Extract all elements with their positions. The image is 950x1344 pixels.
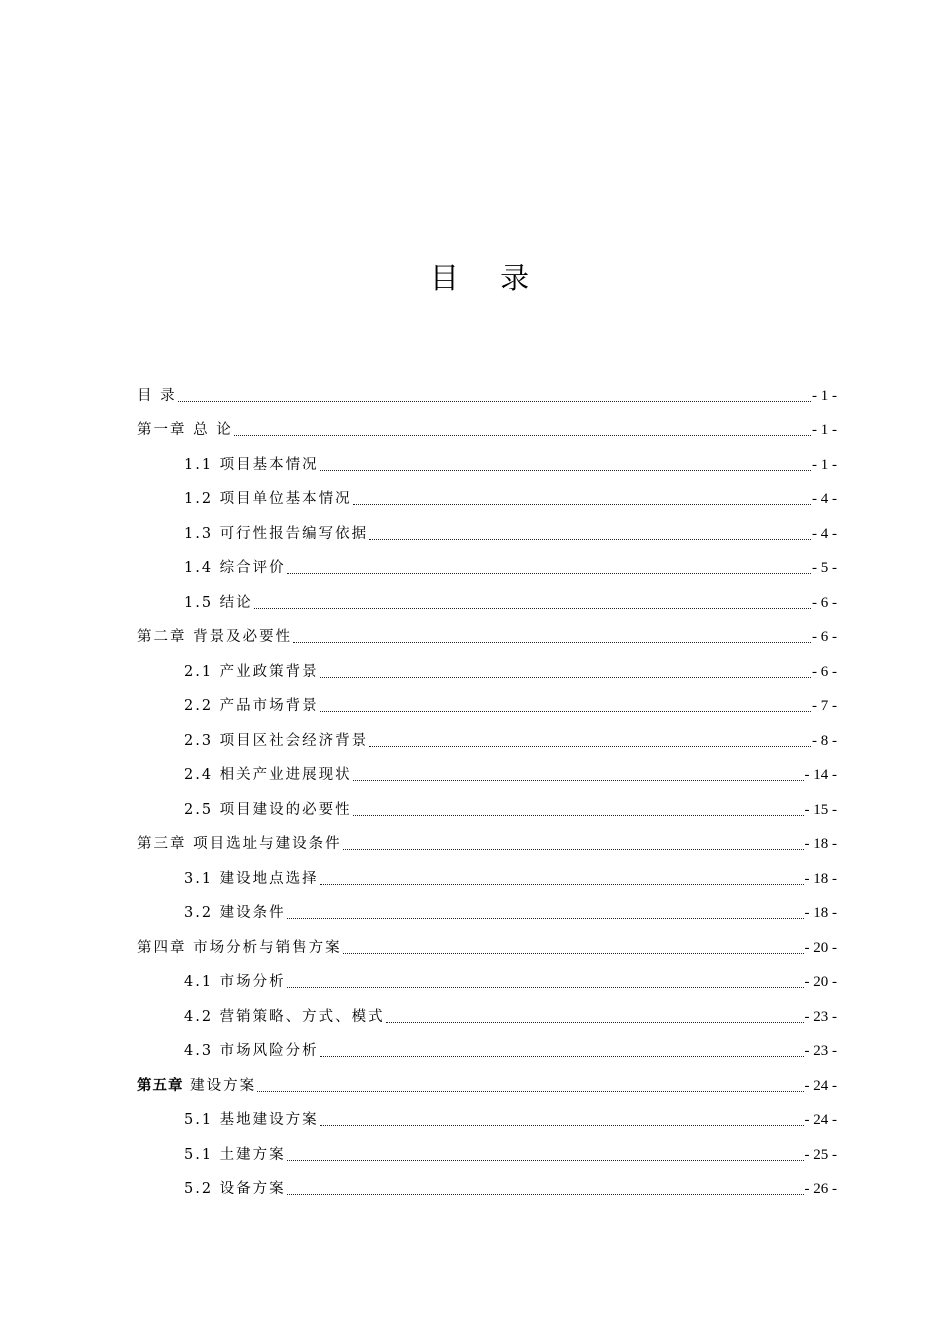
toc-page-number: - 4 - (812, 491, 837, 507)
toc-page-number: - 18 - (804, 905, 837, 921)
toc-dot-leader (254, 592, 811, 614)
toc-page-number: - 18 - (804, 870, 837, 887)
toc-entry[interactable] (137, 993, 837, 1028)
toc-page-number: - 1 - (812, 456, 837, 473)
toc-page-number: - 20 - (804, 974, 837, 990)
toc-dot-leader (287, 557, 811, 579)
toc-dot-leader (287, 1178, 804, 1200)
toc-entry[interactable] (137, 407, 837, 442)
toc-entry[interactable] (137, 924, 837, 959)
toc-page-number: - 5 - (812, 560, 837, 576)
toc-entry-label-rest: 建设方案 (183, 1077, 257, 1094)
toc-page-number: - 23 - (804, 1008, 837, 1025)
toc-page-number: - 26 - (804, 1181, 837, 1197)
toc-entry-label: 2.2 产品市场背景 (184, 698, 319, 714)
toc-dot-leader (369, 523, 811, 545)
toc-entry[interactable] (137, 579, 837, 614)
toc-page-number: - 14 - (804, 767, 837, 783)
toc-dot-leader (320, 454, 811, 476)
toc-dot-leader (320, 1040, 804, 1062)
toc-entry[interactable] (137, 476, 837, 511)
toc-entry[interactable] (137, 1131, 837, 1166)
toc-entry[interactable] (137, 1166, 837, 1201)
toc-page-number: - 23 - (804, 1043, 837, 1059)
toc-page-number: - 6 - (812, 629, 837, 645)
toc-entry-label: 2.1 产业政策背景 (184, 663, 319, 680)
toc-entry[interactable] (137, 683, 837, 718)
toc-dot-leader (353, 799, 804, 821)
toc-page-number: - 25 - (804, 1146, 837, 1163)
toc-entry-label: 1.5 结论 (184, 594, 253, 611)
toc-entry-label: 目 录 (137, 387, 177, 404)
toc-page-number: - 1 - (812, 387, 837, 404)
toc-page-number: - 24 - (804, 1112, 837, 1128)
toc-entry[interactable] (137, 648, 837, 683)
toc-entry[interactable] (137, 545, 837, 580)
toc-entry-label: 3.2 建设条件 (184, 905, 286, 921)
toc-entry-label: 4.3 市场风险分析 (184, 1043, 319, 1059)
toc-entry[interactable] (137, 855, 837, 890)
toc-entry[interactable] (137, 786, 837, 821)
toc-entry-label: 5.1 基地建设方案 (184, 1112, 319, 1128)
toc-entry[interactable] (137, 1062, 837, 1097)
toc-entry[interactable] (137, 614, 837, 649)
table-of-contents (137, 372, 837, 1200)
toc-page-number: - 15 - (804, 801, 837, 818)
page-title: 目 录 (429, 261, 546, 295)
toc-entry[interactable] (137, 959, 837, 994)
toc-entry[interactable] (137, 1097, 837, 1132)
toc-entry-label: 第二章 背景及必要性 (137, 629, 293, 645)
toc-entry-label: 2.3 项目区社会经济背景 (184, 732, 369, 749)
toc-page-number: - 20 - (804, 939, 837, 956)
toc-dot-leader (343, 833, 804, 855)
toc-dot-leader (287, 1144, 804, 1166)
toc-entry-label-bold: 第五章 (137, 1076, 184, 1094)
toc-dot-leader (320, 661, 811, 683)
toc-dot-leader (386, 1006, 804, 1028)
toc-dot-leader (343, 937, 804, 959)
toc-entry-label: 1.1 项目基本情况 (184, 456, 319, 473)
toc-entry[interactable] (137, 821, 837, 856)
toc-entry-label (137, 1075, 256, 1097)
toc-entry[interactable] (137, 1028, 837, 1063)
toc-entry-label: 1.3 可行性报告编写依据 (184, 525, 369, 542)
toc-dot-leader (257, 1075, 803, 1097)
toc-entry-label: 1.4 综合评价 (184, 560, 286, 576)
toc-entry[interactable] (137, 752, 837, 787)
toc-page-number: - 4 - (812, 525, 837, 542)
toc-entry-label: 第一章 总 论 (137, 422, 233, 438)
toc-entry-label: 1.2 项目单位基本情况 (184, 491, 352, 507)
toc-dot-leader (353, 764, 804, 786)
toc-entry-label: 5.2 设备方案 (184, 1181, 286, 1197)
toc-entry-label: 3.1 建设地点选择 (184, 870, 319, 887)
toc-entry-label: 4.2 营销策略、方式、模式 (184, 1008, 385, 1025)
toc-entry-label: 5.1 土建方案 (184, 1146, 286, 1163)
toc-dot-leader (287, 971, 804, 993)
toc-entry[interactable] (137, 441, 837, 476)
toc-dot-leader (369, 730, 811, 752)
toc-entry[interactable] (137, 372, 837, 407)
toc-page-number: - 18 - (804, 836, 837, 852)
toc-page-number: - 8 - (812, 732, 837, 749)
toc-entry-label: 4.1 市场分析 (184, 974, 286, 990)
toc-page-number: - 24 - (804, 1077, 837, 1094)
toc-dot-leader (293, 626, 811, 648)
toc-entry[interactable] (137, 890, 837, 925)
toc-entry-label: 2.5 项目建设的必要性 (184, 801, 352, 818)
toc-entry-label: 2.4 相关产业进展现状 (184, 767, 352, 783)
toc-dot-leader (320, 868, 804, 890)
toc-dot-leader (320, 1109, 804, 1131)
toc-dot-leader (178, 385, 811, 407)
toc-dot-leader (320, 695, 811, 717)
toc-dot-leader (287, 902, 804, 924)
toc-entry[interactable] (137, 717, 837, 752)
toc-page-number: - 7 - (812, 698, 837, 714)
toc-page-number: - 6 - (812, 663, 837, 680)
toc-entry-label: 第四章 市场分析与销售方案 (137, 939, 342, 956)
toc-dot-leader (234, 419, 811, 441)
toc-entry-label: 第三章 项目选址与建设条件 (137, 836, 342, 852)
toc-page-number: - 1 - (812, 422, 837, 438)
toc-dot-leader (353, 488, 811, 510)
toc-page-number: - 6 - (812, 594, 837, 611)
toc-entry[interactable] (137, 510, 837, 545)
